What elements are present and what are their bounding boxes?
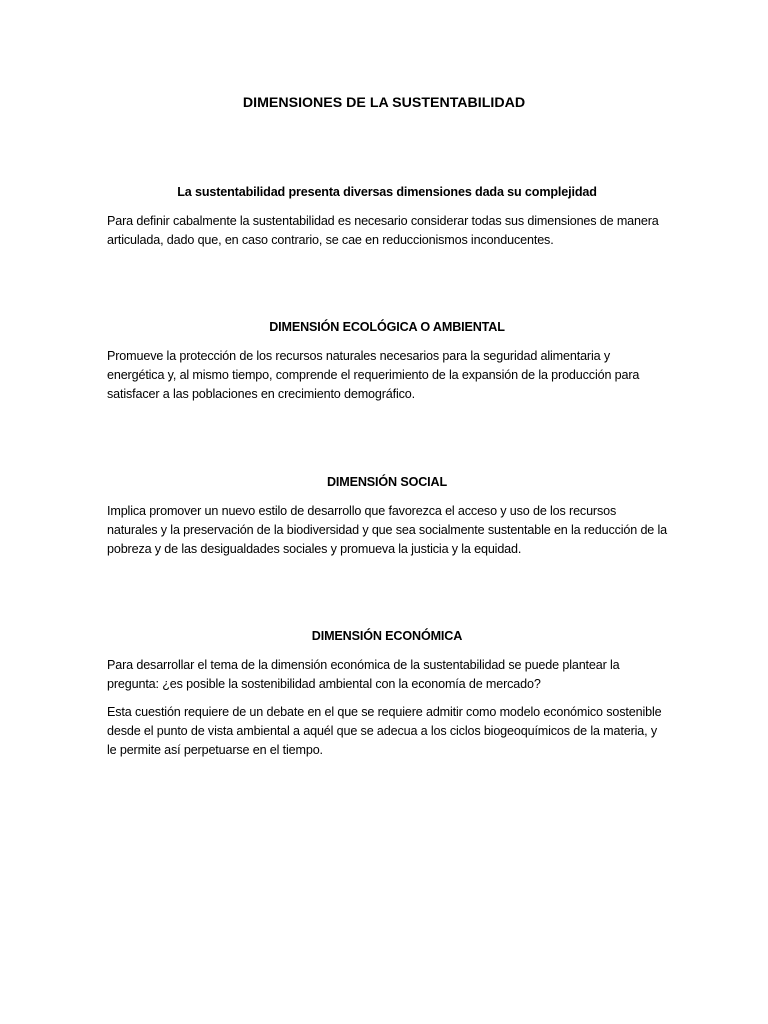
section-paragraph-social: Implica promover un nuevo estilo de desarrollo que favorezca el acceso y uso de los recursos naturales y la preservación de la biodiversidad y que sea socialmente sustentable en la reducción de la pobreza y de las desigualdades sociales y promueva la justicia y la equidad. bbox=[107, 504, 668, 556]
section-heading-ecologica: DIMENSIÓN ECOLÓGICA O AMBIENTAL bbox=[269, 320, 505, 334]
intro-paragraph: Para definir cabalmente la sustentabilidad es necesario considerar todas sus dimensiones de manera articulada, dado que, en caso contrario, se cae en reduccionismos inconducentes. bbox=[107, 214, 659, 247]
section-heading-economica: DIMENSIÓN ECONÓMICA bbox=[311, 629, 463, 643]
intro-subtitle: La sustentabilidad presenta diversas dimensiones dada su complejidad bbox=[177, 185, 597, 199]
document-title: DIMENSIONES DE LA SUSTENTABILIDAD bbox=[242, 95, 526, 111]
section-paragraph-ecologica: Promueve la protección de los recursos naturales necesarios para la seguridad alimentaria y energética y, al mismo tiempo, comprende el requerimiento de la expansión de la producción para satisfacer a las poblaciones en crecimiento demográfico. bbox=[107, 349, 640, 401]
section-paragraph-economica-1: Para desarrollar el tema de la dimensión económica de la sustentabilidad se puede plantear la pregunta: ¿es posible la sostenibilidad ambiental con la economía de mercado? bbox=[107, 658, 620, 691]
section-paragraph-economica-2: Esta cuestión requiere de un debate en el que se requiere admitir como modelo económico sostenible desde el punto de vista ambiental a aquél que se adecua a los ciclos biogeoquímicos de la materia, y le permite así perpetuarse en el tiempo. bbox=[107, 705, 662, 757]
section-heading-social: DIMENSIÓN SOCIAL bbox=[326, 475, 448, 489]
